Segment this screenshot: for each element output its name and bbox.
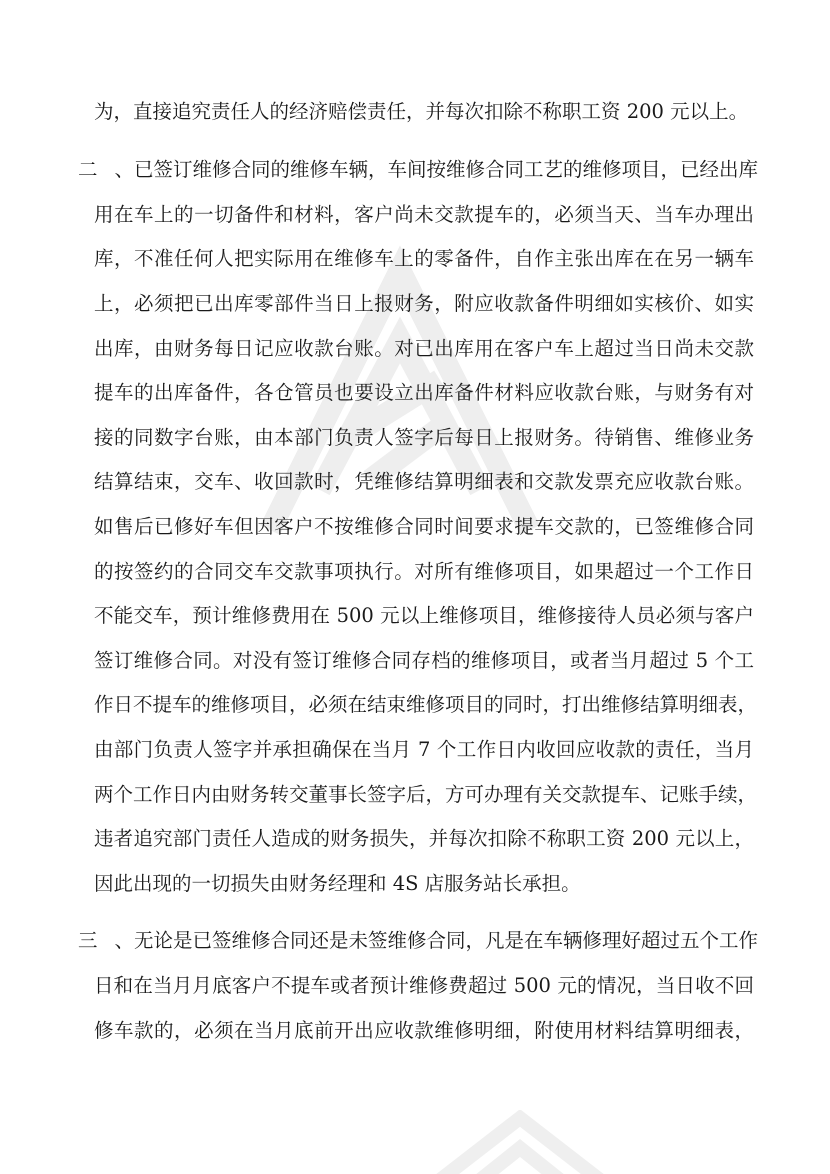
text-line: 上，必须把已出库零部件当日上报财务，附应收款备件明细如实核价、如实: [94, 292, 754, 315]
text-line: 库，不准任何人把实际用在维修车上的零备件，自作主张出库在在另一辆车: [94, 247, 754, 270]
text-line: 违者追究部门责任人造成的财务损失，并每次扣除不称职工资 200 元以上，: [94, 827, 754, 850]
list-item-2: [78, 158, 759, 182]
text-line: 无论是已签维修合同还是未签维修合同，凡是在车辆修理好超过五个工作: [134, 929, 759, 952]
text-line: 签订维修合同。对没有签订维修合同存档的维修项目，或者当月超过 5 个工: [94, 649, 754, 672]
text-line: 由部门负责人签字并承担确保在当月 7 个工作日内收回应收款的责任，当月: [94, 738, 754, 761]
list-item-3: [78, 929, 759, 953]
text-line: 为，直接追究责任人的经济赔偿责任，并每次扣除不称职工资 200 元以上。: [94, 100, 749, 123]
text-line: 结算结束，交车、收回款时，凭维修结算明细表和交款发票充应收款台账。: [94, 470, 754, 493]
text-line: 提车的出库备件，各仓管员也要设立出库备件材料应收款台账，与财务有对: [94, 381, 754, 404]
text-line: 用在车上的一切备件和材料，客户尚未交款提车的，必须当天、当车办理出: [94, 203, 754, 226]
text-line: 出库，由财务每日记应收款台账。对已出库用在客户车上超过当日尚未交款: [94, 337, 754, 360]
text-line: 已签订维修合同的维修车辆，车间按维修合同工艺的维修项目，已经出库: [134, 158, 759, 181]
text-line: 的按签约的合同交车交款事项执行。对所有维修项目，如果超过一个工作日: [94, 560, 754, 583]
text-line: 作日不提车的维修项目，必须在结束维修项目的同时，打出维修结算明细表，: [94, 693, 758, 716]
list-marker: 三、: [78, 929, 134, 952]
text-line: 日和在当月月底客户不提车或者预计维修费超过 500 元的情况，当日收不回: [94, 974, 754, 997]
list-marker: 二、: [78, 158, 134, 181]
text-line: 如售后已修好车但因客户不按维修合同时间要求提车交款的，已签维修合同: [94, 515, 754, 538]
text-line: 接的同数字台账，由本部门负责人签字后每日上报财务。待销售、维修业务: [94, 426, 754, 449]
text-line: 不能交车，预计维修费用在 500 元以上维修项目，维修接待人员必须与客户: [94, 604, 754, 627]
text-line: 因此出现的一切损失由财务经理和 4S 店服务站长承担。: [94, 872, 581, 895]
text-line: 修车款的，必须在当月底前开出应收款维修明细，附使用材料结算明细表，: [94, 1019, 754, 1042]
text-line: 两个工作日内由财务转交董事长签字后，方可办理有关交款提车、记账手续，: [94, 783, 758, 806]
watermark-logo-bottom-icon: [420, 1110, 620, 1174]
